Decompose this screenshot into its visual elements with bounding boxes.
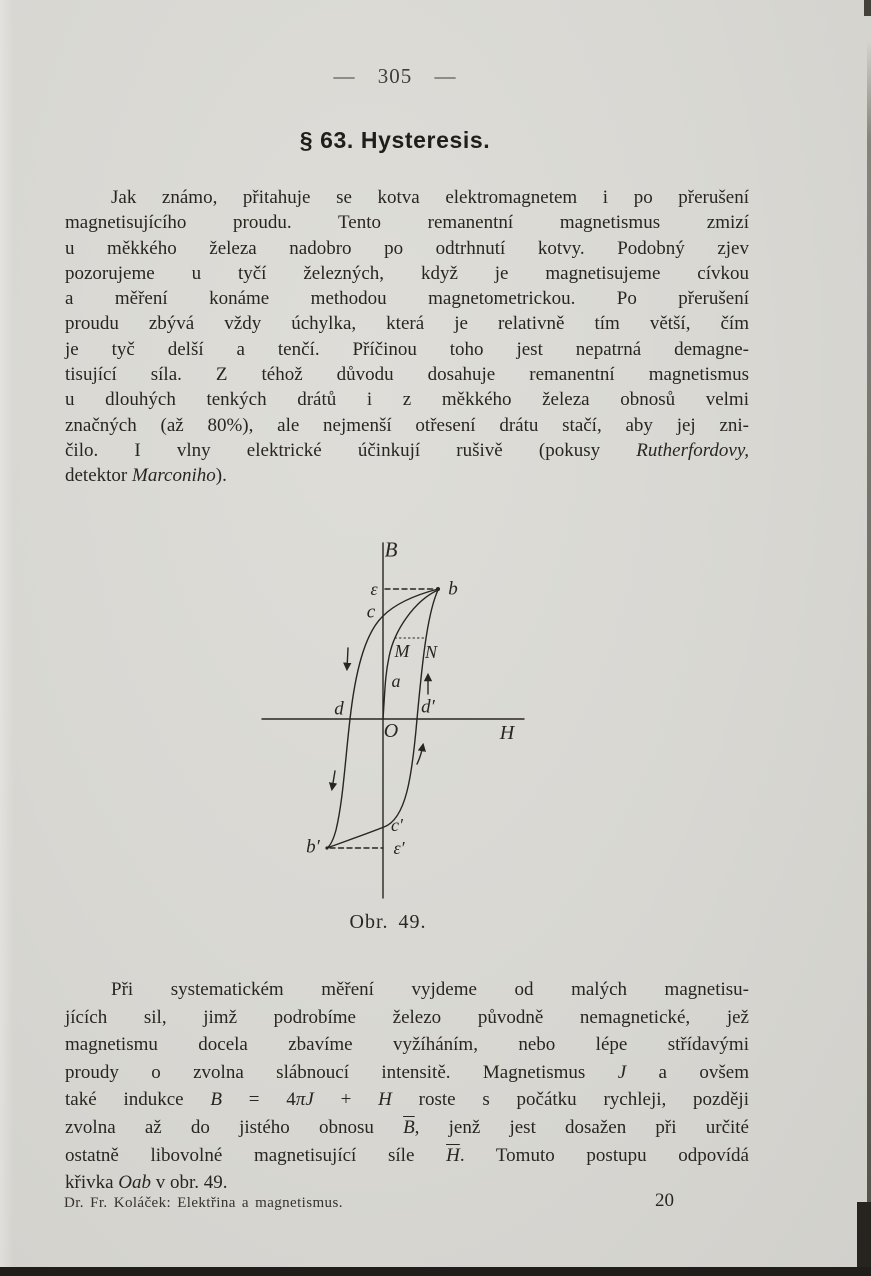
text-line: jících sil, jimž podrobíme železo původně nemagnetické, jež (65, 1006, 749, 1028)
section-heading: § 63. Hysteresis. (299, 127, 491, 153)
label-epsilon: ε (370, 579, 378, 599)
point-b-dot (436, 587, 440, 591)
scan-edge-bottom-right (857, 1202, 871, 1276)
figure-caption: Obr. 49. (349, 911, 427, 933)
text-line: magnetismu docela zbavíme vyžíháním, nebo lépe střídavými (65, 1034, 749, 1056)
label-point-m: M (394, 641, 410, 661)
label-point-n: N (424, 642, 438, 662)
text-line: u dlouhých tenkých drátů i z měkkého železa obnosů velmi (65, 389, 749, 411)
text-line: proudy o zvolna slábnoucí intensitě. Magnetismus J a ovšem (65, 1061, 749, 1083)
text-line: křivka Oab v obr. 49. (65, 1172, 228, 1194)
text-line: detektor Marconiho). (65, 465, 227, 487)
scan-edge-top-right (864, 0, 871, 16)
text-line: Při systematickém měření vyjdeme od malých magnetisu- (111, 979, 749, 1000)
text-line: zvolna až do jistého obnosu $\overline{B}$, jenž jest dosažen při určité (65, 1116, 749, 1138)
footer-book-title: Dr. Fr. Koláček: Elektřina a magnetismus. (64, 1195, 343, 1211)
label-axis-h: H (499, 722, 515, 744)
scan-edge-right (867, 40, 871, 1276)
arrow-down-left-upper (347, 648, 348, 669)
arrow-up-right-lower (417, 745, 423, 764)
text-line: tisující síla. Z téhož důvodu dosahuje remanentní magnetismus (65, 364, 749, 386)
scan-edge-left (0, 0, 14, 1276)
label-point-c: c (366, 601, 376, 623)
paragraph-hysteresis-intro (65, 185, 749, 489)
text-line: čilo. I vlny elektrické účinkují rušivě (pokusy Rutherfordovy, (65, 439, 749, 461)
label-origin-o: O (383, 720, 399, 742)
paragraph-systematic-measurement (65, 976, 749, 1197)
text-line: značných (až 80%), ale nejmenší otřesení drátu stačí, aby jej zni- (65, 414, 749, 436)
text-line: proudu zbývá vždy úchylka, která je relativně tím větší, čím (65, 313, 749, 335)
label-point-b-prime: b′ (306, 836, 320, 858)
footer-signature-number: 20 (655, 1190, 674, 1211)
text-line: také indukce B = 4πJ + H roste s počátku rychleji, později (65, 1089, 749, 1111)
text-line: a měření konáme methodou magnetometrickou. Po přerušení (65, 288, 749, 310)
point-b-prime-dot (325, 846, 328, 849)
label-point-a: a (391, 671, 401, 691)
label-point-c-prime: c′ (391, 815, 403, 835)
label-axis-b: B (384, 537, 398, 562)
label-epsilon-prime: ε′ (393, 838, 405, 858)
label-point-b: b (448, 578, 458, 600)
label-point-d: d (334, 698, 344, 720)
text-line: Jak známo, přitahuje se kotva elektromagnetem i po přerušení (111, 187, 749, 208)
label-point-d-prime: d′ (421, 696, 435, 718)
text-line: magnetisujícího proudu. Tento remanentní magnetismus zmizí (65, 212, 749, 234)
text-line: pozorujeme u tyčí železných, když je magnetisujeme cívkou (65, 262, 749, 284)
text-line: je tyč delší a tenčí. Příčinou toho jest nepatrná demagne- (65, 338, 749, 360)
text-line: ostatně libovolné magnetisující síle $\overline{H}$. Tomuto postupu odpovídá (65, 1144, 749, 1166)
text-line: u měkkého železa nadobro po odtrhnutí kotvy. Podobný zjev (65, 237, 749, 259)
arrow-down-left-lower (332, 771, 335, 789)
hysteresis-figure (250, 530, 540, 920)
page-number-header: — 305 — (333, 64, 457, 88)
scan-edge-bottom (0, 1267, 871, 1276)
